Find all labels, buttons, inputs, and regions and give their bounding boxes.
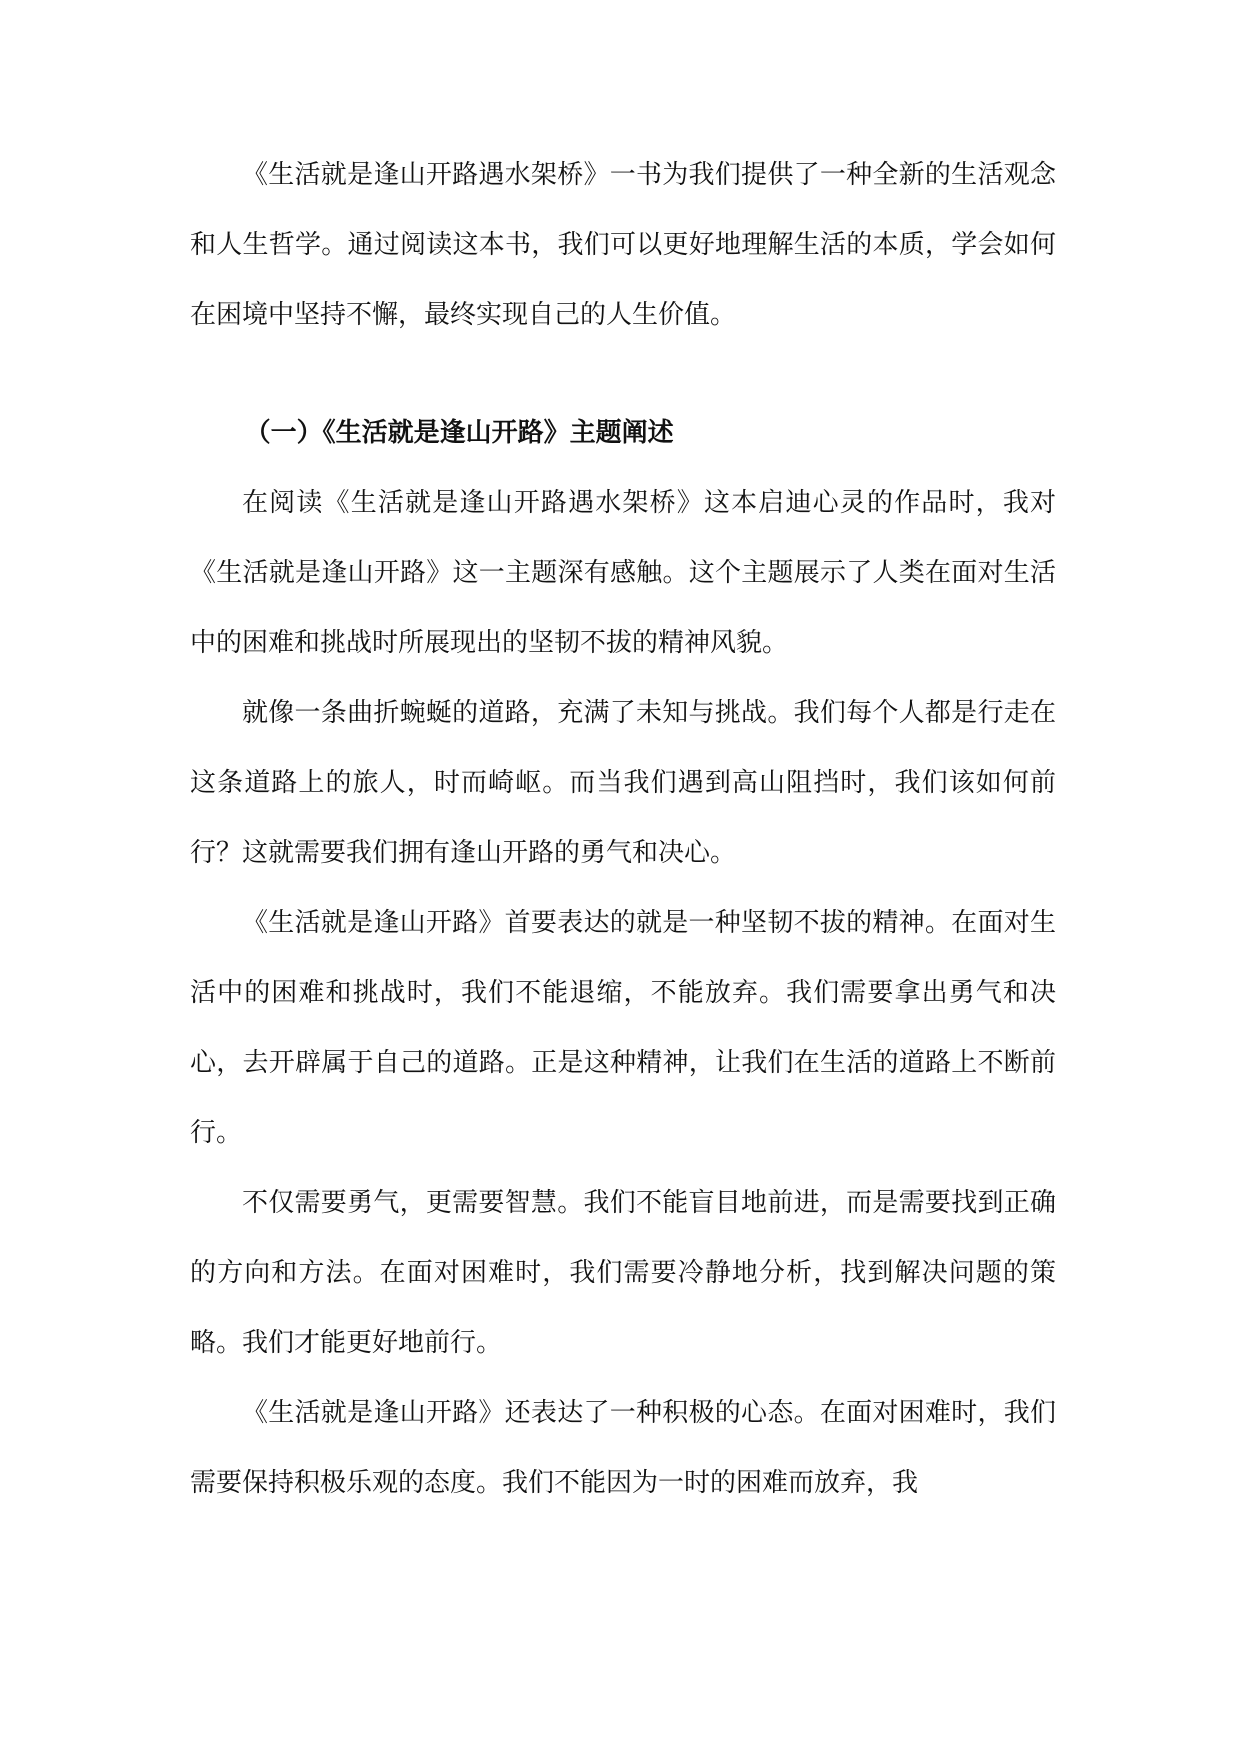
- body-paragraph-4: 不仅需要勇气，更需要智慧。我们不能盲目地前进，而是需要找到正确的方向和方法。在面对困难时，我们需要冷静地分析，找到解决问题的策略。我们才能更好地前行。: [190, 1188, 1056, 1358]
- intro-paragraph: 《生活就是逢山开路遇水架桥》一书为我们提供了一种全新的生活观念和人生哲学。通过阅读这本书，我们可以更好地理解生活的本质，学会如何在困境中坚持不懈，最终实现自己的人生价值。: [190, 160, 1056, 330]
- body-paragraph-3: 《生活就是逢山开路》首要表达的就是一种坚韧不拔的精神。在面对生活中的困难和挑战时，我们不能退缩，不能放弃。我们需要拿出勇气和决心，去开辟属于自己的道路。正是这种精神，让我们在生活的道路上不断前行。: [190, 908, 1056, 1148]
- body-paragraph-1: 在阅读《生活就是逢山开路遇水架桥》这本启迪心灵的作品时，我对《生活就是逢山开路》这一主题深有感触。这个主题展示了人类在面对生活中的困难和挑战时所展现出的坚韧不拔的精神风貌。: [190, 488, 1056, 658]
- section-heading: （一）《生活就是逢山开路》主题阐述: [244, 418, 674, 448]
- body-paragraph-5: 《生活就是逢山开路》还表达了一种积极的心态。在面对困难时，我们需要保持积极乐观的态度。我们不能因为一时的困难而放弃，我: [190, 1398, 1056, 1498]
- body-paragraph-2: 就像一条曲折蜿蜒的道路，充满了未知与挑战。我们每个人都是行走在这条道路上的旅人，时而崎岖。而当我们遇到高山阻挡时，我们该如何前行？这就需要我们拥有逢山开路的勇气和决心。: [190, 698, 1056, 868]
- document-body: [190, 140, 1056, 1518]
